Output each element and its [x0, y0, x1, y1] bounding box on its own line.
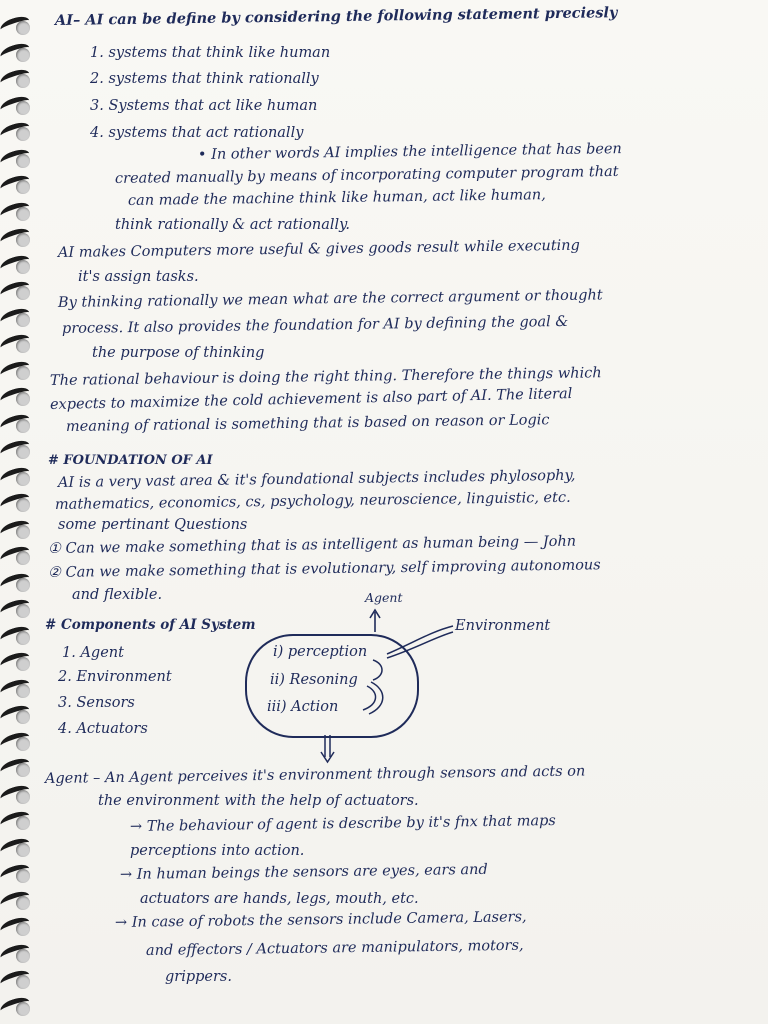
agent-section-line: the environment with the help of actuators. — [98, 793, 419, 809]
agent-section-line: → In case of robots the sensors include Camera, Lasers, — [114, 909, 527, 931]
diagram-step: iii) Action — [267, 699, 339, 715]
definition-item: 1. systems that think like human — [90, 45, 331, 61]
component-item: 4. Actuators — [58, 721, 148, 737]
agent-diagram — [245, 592, 575, 767]
definition-item: 4. systems that act rationally — [90, 125, 304, 141]
component-item: 3. Sensors — [58, 695, 135, 711]
thinking-line: the purpose of thinking — [92, 345, 265, 361]
agent-section-line: → The behaviour of agent is describe by it's fnx that maps — [129, 813, 556, 835]
component-item: 1. Agent — [62, 645, 124, 661]
components-heading: # Components of AI System — [45, 617, 256, 633]
other-words-line: can made the machine think like human, act like human, — [127, 187, 546, 209]
title-line: AI– AI can be define by considering the following statement preciesly — [54, 4, 618, 29]
thinking-line: process. It also provides the foundation for AI by defining the goal & — [61, 313, 569, 337]
agent-section-line: Agent – An Agent perceives it's environment through sensors and acts on — [44, 763, 586, 787]
agent-section-line: perceptions into action. — [130, 843, 305, 859]
foundation-line: ② Can we make something that is evolutionary, self improving autonomous — [47, 557, 601, 581]
other-words-line: think rationally & act rationally. — [115, 217, 350, 233]
foundation-line: ① Can we make something that is as intelligent as human being — John — [47, 533, 577, 557]
other-words-line: created manually by means of incorporating computer program that — [114, 163, 619, 187]
rational-line: The rational behaviour is doing the right thing. Therefore the things which — [49, 365, 602, 389]
agent-section-line: and effectors / Actuators are manipulators, motors, — [145, 937, 524, 959]
foundation-line: AI is a very vast area & it's foundational subjects includes phylosophy, — [57, 467, 576, 491]
diagram-step: ii) Resoning — [270, 672, 358, 688]
diagram-agent-label: Agent — [365, 590, 403, 605]
foundation-line: some pertinant Questions — [58, 517, 248, 533]
rational-line: expects to maximize the cold achievement is also part of AI. The literal — [49, 386, 573, 413]
diagram-environment-label: Environment — [455, 618, 551, 634]
foundation-line: mathematics, economics, cs, psychology, neuroscience, linguistic, etc. — [54, 489, 571, 513]
diagram-arrows — [245, 592, 575, 767]
spiral-binding — [0, 0, 44, 1024]
definition-item: 2. systems that think rationally — [90, 71, 319, 87]
ai-makes-line: it's assign tasks. — [78, 269, 199, 285]
rational-line: meaning of rational is something that is based on reason or Logic — [65, 412, 550, 435]
thinking-line: By thinking rationally we mean what are the correct argument or thought — [57, 287, 603, 311]
agent-section-line: → In human beings the sensors are eyes, ears and — [119, 861, 488, 883]
diagram-step: i) perception — [273, 644, 368, 660]
agent-section-line: actuators are hands, legs, mouth, etc. — [140, 891, 419, 907]
foundation-line: and flexible. — [72, 587, 163, 603]
foundation-heading: # FOUNDATION OF AI — [48, 453, 213, 468]
definition-item: 3. Systems that act like human — [90, 98, 318, 114]
ai-makes-line: AI makes Computers more useful & gives goods result while executing — [57, 237, 580, 261]
other-words-line: • In other words AI implies the intelligence that has been — [197, 141, 622, 163]
component-item: 2. Environment — [58, 669, 172, 685]
agent-section-line: grippers. — [165, 969, 232, 985]
